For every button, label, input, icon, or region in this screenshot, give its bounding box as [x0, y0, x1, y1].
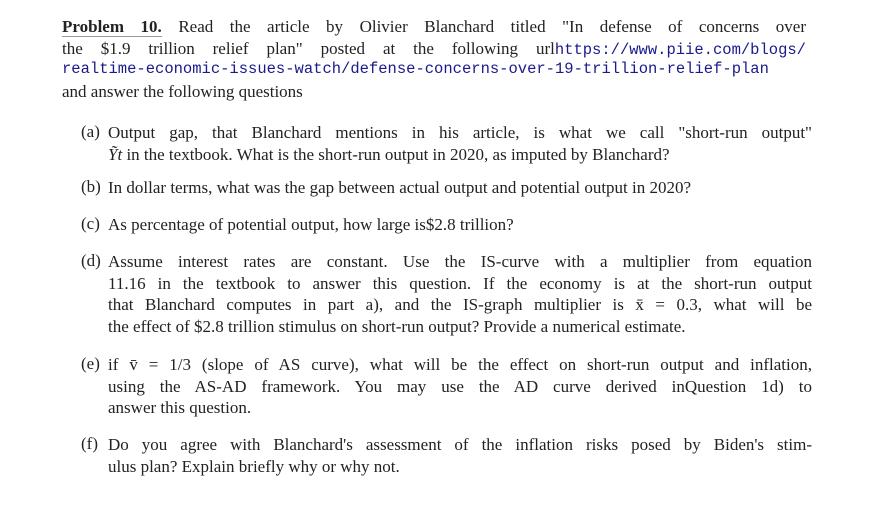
question-line: the effect of $2.8 trillion stimulus on short-run output? Provide a numerical estimate. — [108, 316, 686, 336]
question-f — [81, 434, 812, 477]
article-link-continued[interactable]: realtime-economic-issues-watch/defense-concerns-over-19-trillion-relief-plan — [62, 60, 769, 78]
question-line: that Blanchard computes in part a), and the IS-graph multiplier is x̄ = 0.3, what will be — [108, 295, 812, 314]
question-text: in the textbook. What is the short-run output in 2020, as imputed by Blanchard? — [126, 144, 670, 164]
question-line: As percentage of potential output, how large is$2.8 trillion? — [108, 215, 514, 234]
problem-title: Problem 10. — [62, 17, 162, 36]
question-b — [81, 177, 812, 199]
intro-line-2 — [62, 38, 806, 60]
question-label: (f) — [81, 434, 98, 453]
intro-text: the $1.9 trillion relief plan" posted at the following url — [62, 38, 555, 58]
intro-text: Read the article by Olivier Blanchard titled "In defense of concerns over — [178, 17, 806, 36]
question-line: if v̄ = 1/3 (slope of AS curve), what will be the effect on short-run output and inflation, — [108, 355, 812, 374]
question-line: 11.16 in the textbook to answer this question. If the economy is at the short-run output — [108, 273, 812, 293]
question-e — [81, 354, 812, 419]
question-label: (d) — [81, 251, 101, 270]
intro-line-1 — [62, 16, 806, 38]
question-label: (e) — [81, 354, 100, 373]
question-line: Output gap, that Blanchard mentions in his article, is what we call "short-run output" — [108, 123, 812, 142]
article-link[interactable]: https://www.piie.com/blogs/ — [554, 40, 806, 59]
question-line: ulus plan? Explain briefly why or why not. — [108, 456, 400, 476]
question-line: answer this question. — [108, 398, 252, 417]
question-label: (a) — [81, 122, 100, 141]
problem-intro — [62, 16, 806, 102]
question-label: (b) — [81, 177, 101, 196]
question-label: (c) — [81, 214, 100, 233]
question-c — [81, 214, 812, 236]
question-d — [81, 251, 812, 337]
intro-line-4: and answer the following questions — [62, 81, 303, 101]
question-line: In dollar terms, what was the gap between actual output and potential output in 2020? — [108, 178, 692, 197]
question-line: Do you agree with Blanchard's assessment of the inflation risks posed by Biden's stim- — [108, 435, 812, 454]
question-line: using the AS-AD framework. You may use the AD curve derived inQuestion 1d) to — [108, 376, 812, 396]
question-line — [108, 144, 812, 166]
question-a — [81, 122, 812, 165]
math-symbol: Ỹt — [108, 144, 123, 164]
question-line: Assume interest rates are constant. Use the IS-curve with a multiplier from equation — [108, 252, 812, 271]
